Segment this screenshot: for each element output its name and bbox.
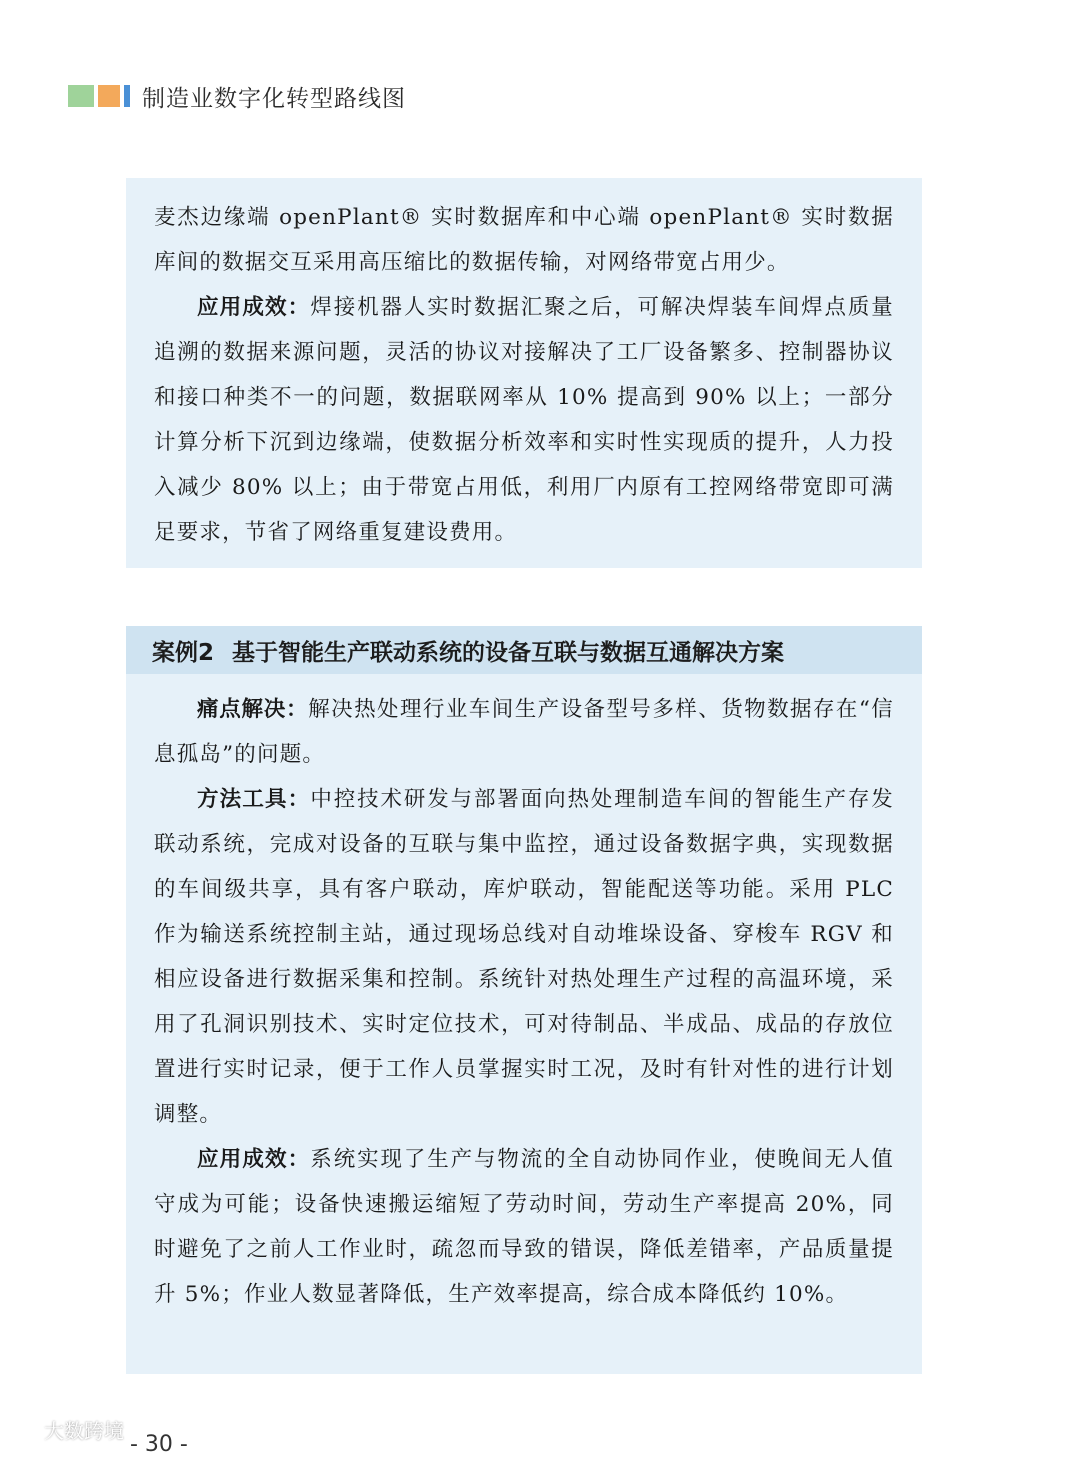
effect-label: 应用成效： xyxy=(197,295,311,320)
pain-text: 解决热处理行业车间生产设备型号多样、货物数据存在“信息孤岛”的问题。 xyxy=(154,697,894,767)
case2-heading xyxy=(126,626,922,674)
watermark xyxy=(8,1415,124,1444)
effect-label: 应用成效： xyxy=(197,1147,311,1172)
case1-paragraph: 麦杰边缘端 openPlant® 实时数据库和中心端 openPlant® 实时数据库间的数据交互采用高压缩比的数据传输，对网络带宽占用少。 xyxy=(154,205,894,275)
running-header xyxy=(68,82,406,110)
method-paragraph xyxy=(126,777,922,1137)
watermark-text: 大数跨境 xyxy=(44,1419,124,1443)
page-number: - 30 - xyxy=(130,1432,188,1457)
case2-box xyxy=(126,626,922,1374)
pain-paragraph xyxy=(126,687,922,777)
method-label: 方法工具： xyxy=(197,787,311,812)
effect-paragraph xyxy=(126,1137,922,1317)
watermark-logo-icon xyxy=(8,1418,38,1442)
case-title: 基于智能生产联动系统的设备互联与数据互通解决方案 xyxy=(232,639,785,666)
case1-effect-paragraph xyxy=(126,285,922,555)
header-title: 制造业数字化转型路线图 xyxy=(142,85,406,112)
case1-continued-box xyxy=(126,178,922,568)
header-orange-square xyxy=(98,85,120,107)
effect-text: 焊接机器人实时数据汇聚之后，可解决焊装车间焊点质量追溯的数据来源问题，灵活的协议对接解决了工厂设备繁多、控制器协议和接口种类不一的问题，数据联网率从 10% 提高到 90% 以上；一部分计算分析下沉到边缘端，使数据分析效率和实时性实现质的提升，人力投入减少 80% 以上；由于带宽占用低，利用厂内原有工控网络带宽即可满足要求，节省了网络重复建设费用。 xyxy=(154,295,894,545)
method-text: 中控技术研发与部署面向热处理制造车间的智能生产存发联动系统，完成对设备的互联与集中监控，通过设备数据字典，实现数据的车间级共享，具有客户联动，库炉联动，智能配送等功能。采用 PLC 作为输送系统控制主站，通过现场总线对自动堆垛设备、穿梭车 RGV 和相应设备进行数据采集和控制。系统针对热处理生产过程的高温环境，采用了孔洞识别技术、实时定位技术，可对待制品、半成品、成品的存放位置进行实时记录，便于工作人员掌握实时工况，及时有针对性的进行计划调整。 xyxy=(154,787,894,1127)
case-number: 案例2 xyxy=(152,639,215,666)
header-blue-bar xyxy=(124,85,130,107)
header-green-square xyxy=(68,85,94,107)
effect-text: 系统实现了生产与物流的全自动协同作业，使晚间无人值守成为可能；设备快速搬运缩短了劳动时间，劳动生产率提高 20%，同时避免了之前人工作业时，疏忽而导致的错误，降低差错率，产品质量提升 5%；作业人数显著降低，生产效率提高，综合成本降低约 10%。 xyxy=(154,1147,894,1307)
pain-label: 痛点解决： xyxy=(197,697,309,722)
